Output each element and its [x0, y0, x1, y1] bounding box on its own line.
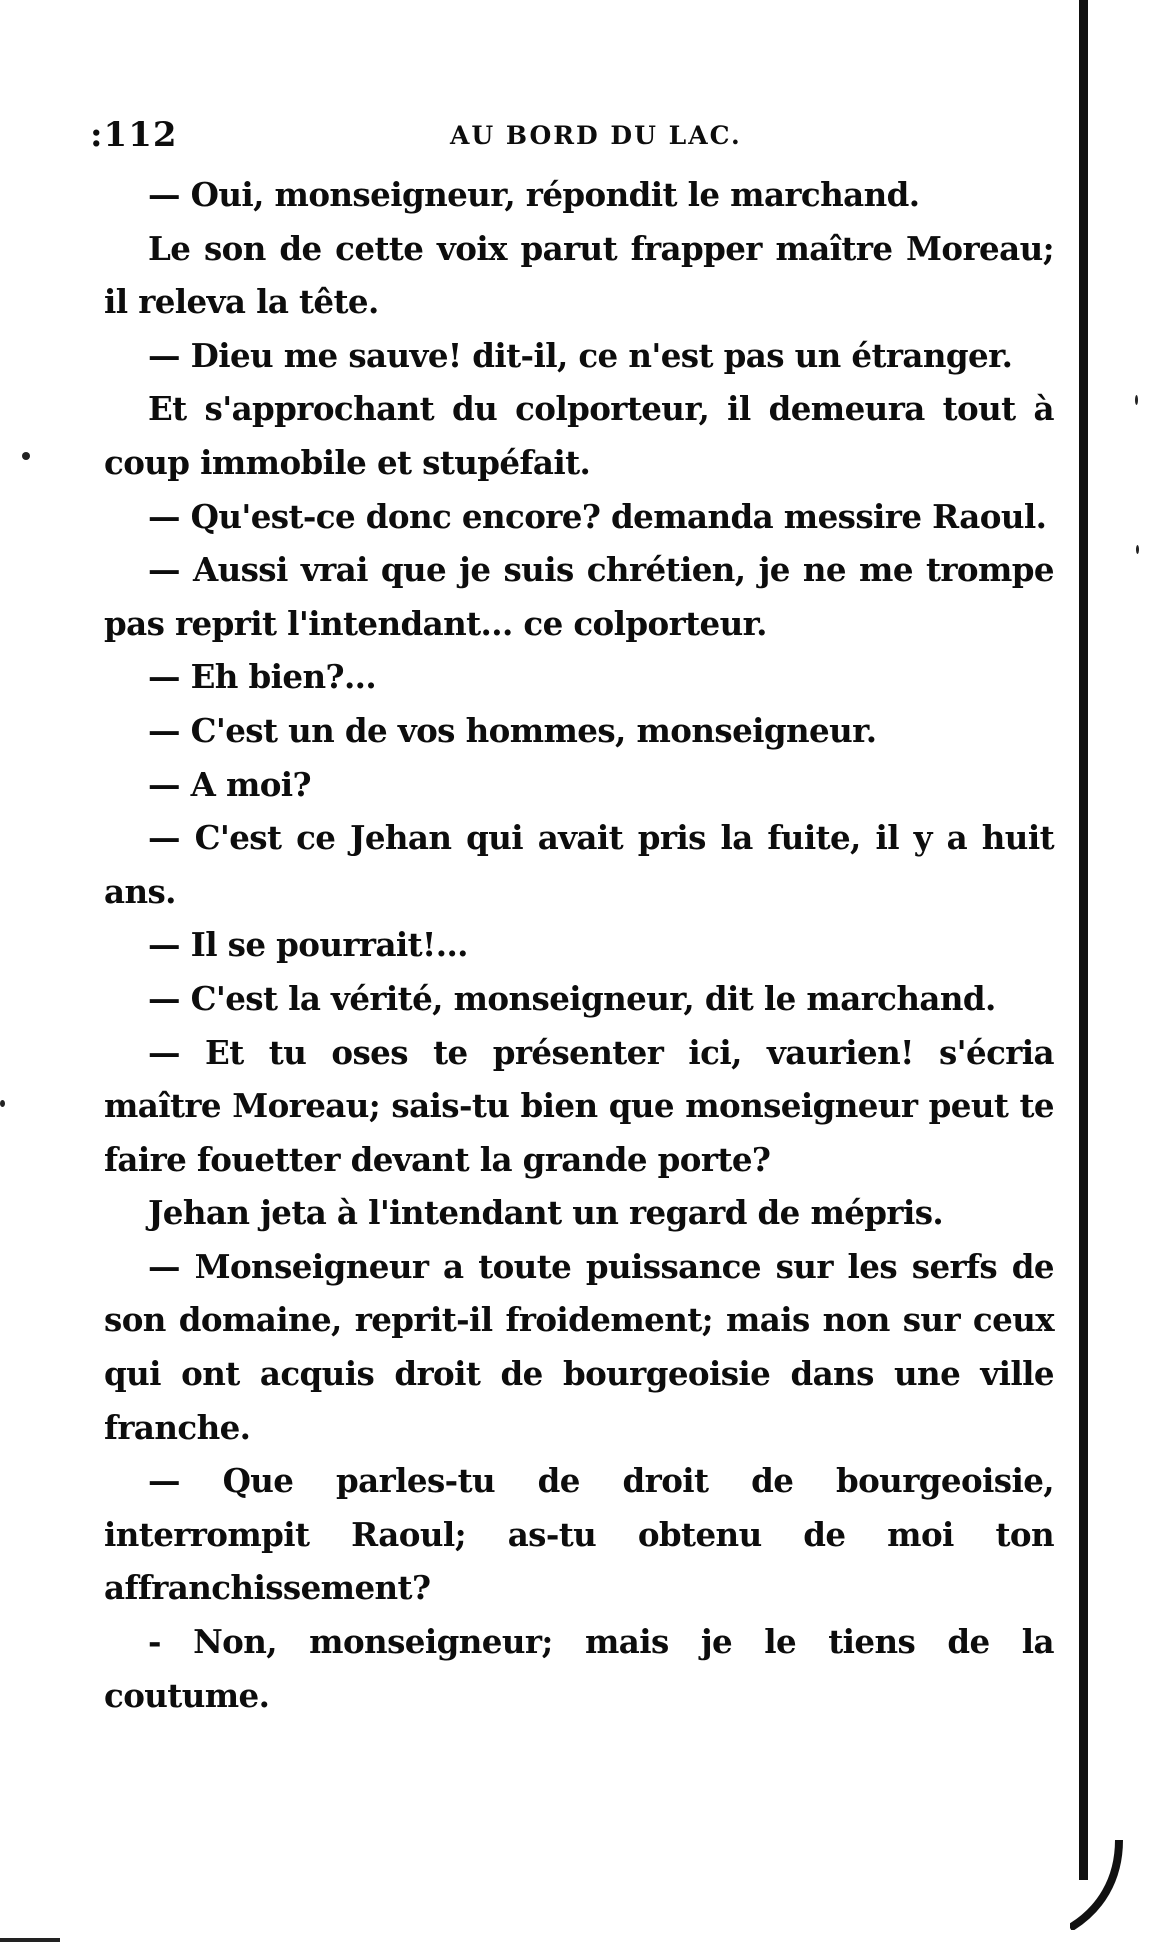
running-head: AU BORD DU LAC.: [450, 121, 742, 150]
paragraph-7: — Eh bien?...: [148, 657, 377, 697]
paragraph-10: — C'est ce Jehan qui avait pris la fuite, il y a huit ans.: [104, 818, 1054, 911]
paragraph-1: — Oui, monseigneur, répondit le marchand.: [148, 175, 920, 214]
paragraph-2: Le son de cette voix parut frapper maître Moreau; il releva la tête.: [104, 228, 1054, 322]
speck-2: [0, 1100, 5, 1107]
page-header: [90, 115, 1050, 155]
speck-3: [1135, 395, 1138, 405]
paragraph-16: — Que parles-tu de droit de bourgeoisie, interrompit Raoul; as-tu obtenu de moi ton affranchissement?: [104, 1461, 1054, 1608]
paragraph-3: — Dieu me sauve! dit-il, ce n'est pas un étranger.: [148, 335, 1013, 375]
paragraph-11: — Il se pourrait!...: [148, 925, 468, 965]
paragraph-12: — C'est la vérité, monseigneur, dit le marchand.: [148, 978, 996, 1018]
paragraph-14: Jehan jeta à l'intendant un regard de mépris.: [148, 1193, 944, 1233]
paragraph-8: — C'est un de vos hommes, monseigneur.: [148, 710, 877, 750]
speck-4: [1136, 545, 1139, 554]
paragraph-13: — Et tu oses te présenter ici, vaurien! s'écria maître Moreau; sais-tu bien que monseigneur peut te faire fouetter devant la grande porte?: [104, 1032, 1054, 1179]
page-number: :112: [90, 115, 178, 155]
paragraph-4: Et s'approchant du colporteur, il demeura tout à coup immobile et stupéfait.: [104, 389, 1054, 482]
paragraph-15: — Monseigneur a toute puissance sur les serfs de son domaine, reprit-il froidement; mais non sur ceux qui ont acquis droit de bourgeoisie dans une ville franche.: [104, 1246, 1054, 1447]
paragraph-17: - Non, monseigneur; mais je le tiens de la coutume.: [104, 1622, 1054, 1715]
speck-1: [22, 452, 30, 460]
paragraph-5: — Qu'est-ce donc encore? demanda messire Raoul.: [148, 496, 1047, 536]
bottom-rule: [0, 1938, 60, 1942]
paragraph-6: — Aussi vrai que je suis chrétien, je ne me trompe pas reprit l'intendant... ce colporteur.: [104, 550, 1054, 643]
body-text: [104, 168, 1054, 1722]
paragraph-9: — A moi?: [148, 764, 312, 804]
page-edge-curve: [1070, 1840, 1130, 1930]
page-edge-line: [1079, 0, 1088, 1880]
